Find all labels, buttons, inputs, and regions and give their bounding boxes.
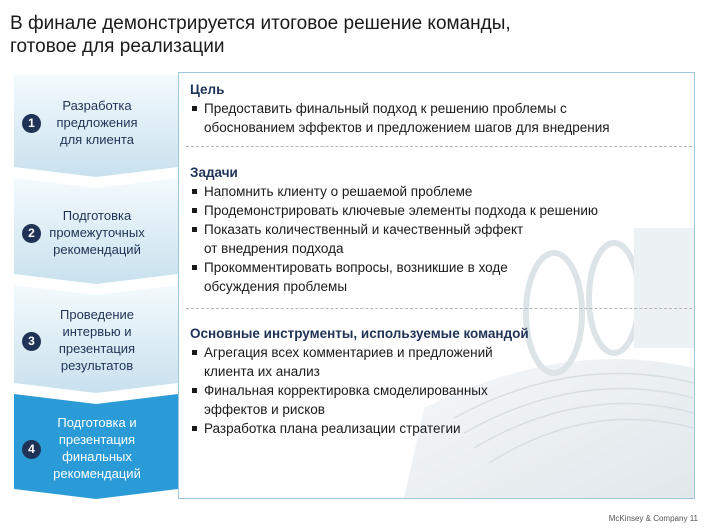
step-1	[14, 75, 178, 177]
step-4	[14, 394, 178, 499]
bullet-line: от внедрения подхода	[204, 241, 344, 256]
step-label	[30, 207, 164, 258]
bullet-item	[190, 182, 690, 201]
bullet-line: обсуждения проблемы	[204, 279, 348, 294]
step-label-line: для клиента	[60, 132, 134, 147]
bullet-item	[190, 220, 690, 258]
bullet-line: Финальная корректировка смоделированных	[204, 383, 488, 398]
step-label-line: презентация	[58, 432, 136, 447]
tools-section	[190, 324, 690, 438]
step-label-line: рекомендаций	[53, 466, 141, 481]
tasks-list	[190, 182, 690, 296]
tools-heading: Основные инструменты, используемые командой	[190, 326, 529, 341]
bullet-line: Прокомментировать вопросы, возникшие в ходе	[204, 260, 508, 275]
step-label-line: результатов	[60, 358, 134, 373]
bullet-line: Напомнить клиенту о решаемой проблеме	[204, 184, 473, 199]
step-label-line: промежуточных	[49, 225, 145, 240]
step-2	[14, 178, 178, 284]
page-number: 11	[689, 514, 698, 523]
tools-list	[190, 343, 690, 438]
step-label-line: интервью и	[62, 324, 132, 339]
step-number-badge: 1	[22, 114, 41, 133]
bullet-line: Продемонстрировать ключевые элементы подхода к решению	[204, 203, 599, 218]
bullet-item	[190, 343, 690, 381]
step-number-badge: 3	[22, 332, 41, 351]
footer-brand: McKinsey & Company	[608, 514, 688, 523]
step-label-line: Подготовка	[62, 208, 132, 223]
bullet-item	[190, 381, 690, 419]
step-label	[30, 306, 164, 374]
step-number-badge: 4	[22, 440, 41, 459]
bullet-line: Разработка плана реализации стратегии	[204, 421, 461, 436]
step-label-line: презентация	[58, 341, 136, 356]
step-label-line: финальных	[62, 449, 132, 464]
step-3	[14, 285, 178, 393]
step-label-line: Подготовка и	[57, 415, 137, 430]
step-label-line: Разработка	[62, 98, 132, 113]
goal-list	[190, 99, 690, 137]
step-number-badge: 2	[22, 224, 41, 243]
tasks-heading: Задачи	[190, 165, 238, 180]
title-line-1: В финале демонстрируется итоговое решение команды,	[10, 13, 511, 34]
tasks-section	[190, 163, 690, 296]
bullet-line: Агрегация всех комментариев и предложений	[204, 345, 493, 360]
divider-tasks-tools	[186, 308, 692, 309]
bullet-line: эффектов и рисков	[204, 402, 325, 417]
bullet-item	[190, 201, 690, 220]
step-label-line: рекомендаций	[53, 242, 141, 257]
bullet-line: обоснованием эффектов и предложением шагов для внедрения	[204, 120, 610, 135]
step-label	[30, 97, 164, 148]
bullet-item	[190, 99, 690, 137]
bullet-line: Показать количественный и качественный эффект	[204, 222, 524, 237]
goal-section	[190, 80, 690, 137]
step-label-line: предложения	[56, 115, 138, 130]
bullet-line: клиента их анализ	[204, 364, 320, 379]
bullet-item	[190, 419, 690, 438]
step-label-line: Проведение	[60, 307, 134, 322]
step-label	[30, 414, 164, 482]
bullet-line: Предоставить финальный подход к решению проблемы с	[204, 101, 567, 116]
footer	[609, 514, 698, 523]
page-title	[10, 12, 650, 58]
goal-heading: Цель	[190, 82, 225, 97]
title-line-2: готовое для реализации	[10, 36, 225, 57]
divider-goal-tasks	[186, 146, 692, 147]
bullet-item	[190, 258, 690, 296]
